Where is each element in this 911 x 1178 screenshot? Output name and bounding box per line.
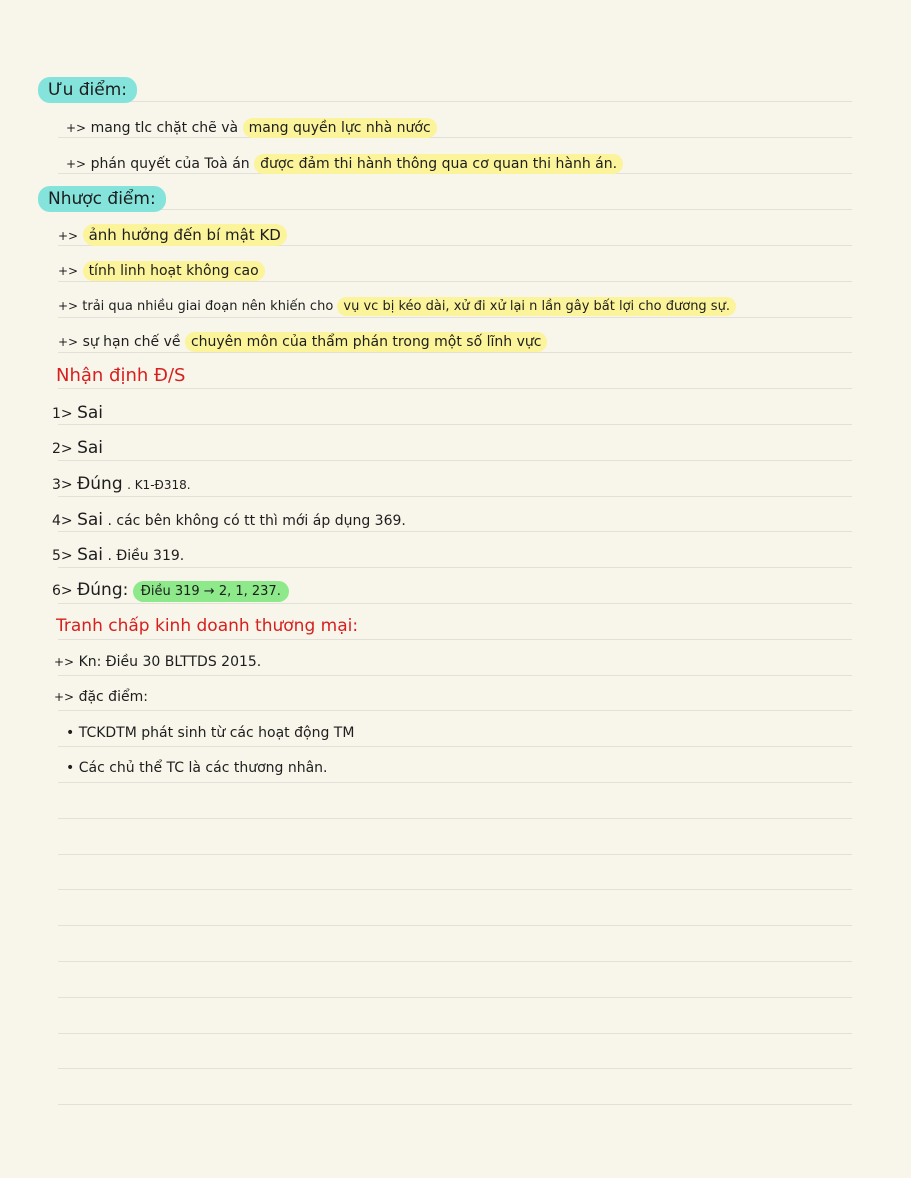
statement-note: . Điều 319. (107, 548, 185, 564)
disadvantages-item-4-text: sự hạn chế về (82, 334, 181, 350)
disputes-definition-text: Kn: Điều 30 BLTTDS 2015. (78, 654, 262, 670)
rule-line (58, 782, 852, 783)
rule-line (58, 496, 852, 497)
rule-line (58, 818, 852, 819)
bullet-dot-icon: • (66, 760, 75, 776)
rule-line (58, 746, 852, 747)
statement-answer: Sai (77, 438, 104, 458)
disadvantages-item-3-text: trải qua nhiều giai đoạn nên khiến cho (82, 299, 334, 314)
rule-line (58, 925, 852, 926)
rule-line (58, 997, 852, 998)
rule-line (58, 1033, 852, 1034)
advantages-heading-line (38, 79, 137, 101)
statement-note: . các bên không có tt thì mới áp dụng 369. (107, 513, 406, 529)
arrow-bullet: +> (58, 264, 79, 278)
statement-1 (52, 402, 103, 425)
disputes-features-text: đặc điểm: (78, 689, 148, 705)
disadvantages-item-4-highlight: chuyên môn của thẩm phán trong một số lĩnh vực (185, 332, 547, 352)
rule-line (58, 1068, 852, 1069)
disputes-features (54, 686, 148, 708)
disadvantages-heading-line (38, 188, 166, 210)
rule-line (58, 854, 852, 855)
disadvantages-item-2 (58, 260, 265, 282)
statement-2 (52, 437, 103, 460)
disputes-bullet-2 (66, 757, 328, 779)
statement-number: 5> (52, 548, 73, 564)
statement-note: . K1-Đ318. (127, 478, 191, 492)
statement-answer: Sai (77, 510, 104, 530)
rule-line (58, 675, 852, 676)
disadvantages-item-1-highlight: ảnh hưởng đến bí mật KD (83, 224, 287, 246)
statement-number: 3> (52, 477, 73, 493)
disputes-bullet-text: Các chủ thể TC là các thương nhân. (78, 760, 328, 776)
statement-answer: Sai (77, 545, 104, 565)
disputes-bullet-1 (66, 722, 354, 744)
bullet-dot-icon: • (66, 725, 75, 741)
rule-line (58, 388, 852, 389)
arrow-bullet: +> (58, 299, 79, 313)
rule-line (58, 209, 852, 210)
disputes-bullet-text: TCKDTM phát sinh từ các hoạt động TM (78, 725, 355, 741)
statement-6 (52, 579, 289, 603)
statement-number: 2> (52, 441, 73, 457)
rule-line (58, 639, 852, 640)
statement-4 (52, 509, 406, 532)
disputes-definition (54, 651, 261, 673)
rule-line (58, 101, 852, 102)
rule-line (58, 603, 852, 604)
advantages-item-1-text: mang tlc chặt chẽ và (90, 120, 239, 136)
statement-number: 1> (52, 406, 73, 422)
advantages-item-2-text: phán quyết của Toà án (90, 156, 250, 172)
disadvantages-heading: Nhược điểm: (38, 186, 166, 212)
rule-line (58, 961, 852, 962)
rule-line (58, 1104, 852, 1105)
disadvantages-item-1 (58, 224, 287, 247)
arrow-bullet: +> (58, 229, 79, 243)
arrow-bullet: +> (54, 690, 75, 704)
advantages-item-2-highlight: được đảm thi hành thông qua cơ quan thi hành án. (254, 154, 623, 174)
arrow-bullet: +> (54, 655, 75, 669)
statement-answer: Đúng: (77, 580, 129, 600)
disadvantages-item-3 (58, 295, 736, 318)
statement-answer: Sai (77, 403, 104, 423)
advantages-item-2 (66, 153, 623, 175)
rule-line (58, 424, 852, 425)
advantages-item-1-highlight: mang quyền lực nhà nước (243, 118, 437, 138)
statement-answer: Đúng (77, 474, 123, 494)
advantages-item-1 (66, 117, 437, 139)
statement-note-highlight: Điều 319 → 2, 1, 237. (133, 581, 289, 602)
disadvantages-item-3-highlight: vụ vc bị kéo dài, xử đi xử lại n lần gây bất lợi cho đương sự. (337, 297, 736, 316)
rule-line (58, 567, 852, 568)
statements-heading: Nhận định Đ/S (56, 365, 186, 386)
advantages-heading: Ưu điểm: (38, 77, 137, 103)
statement-3 (52, 473, 191, 496)
disadvantages-item-4 (58, 331, 547, 353)
statement-number: 4> (52, 513, 73, 529)
rule-line (58, 710, 852, 711)
rule-line (58, 460, 852, 461)
rule-line (58, 889, 852, 890)
disadvantages-item-2-highlight: tính linh hoạt không cao (83, 261, 265, 281)
statement-number: 6> (52, 583, 73, 599)
disputes-heading: Tranh chấp kinh doanh thương mại: (56, 616, 359, 636)
arrow-bullet: +> (66, 157, 87, 171)
arrow-bullet: +> (66, 121, 87, 135)
arrow-bullet: +> (58, 335, 79, 349)
statement-5 (52, 544, 184, 567)
